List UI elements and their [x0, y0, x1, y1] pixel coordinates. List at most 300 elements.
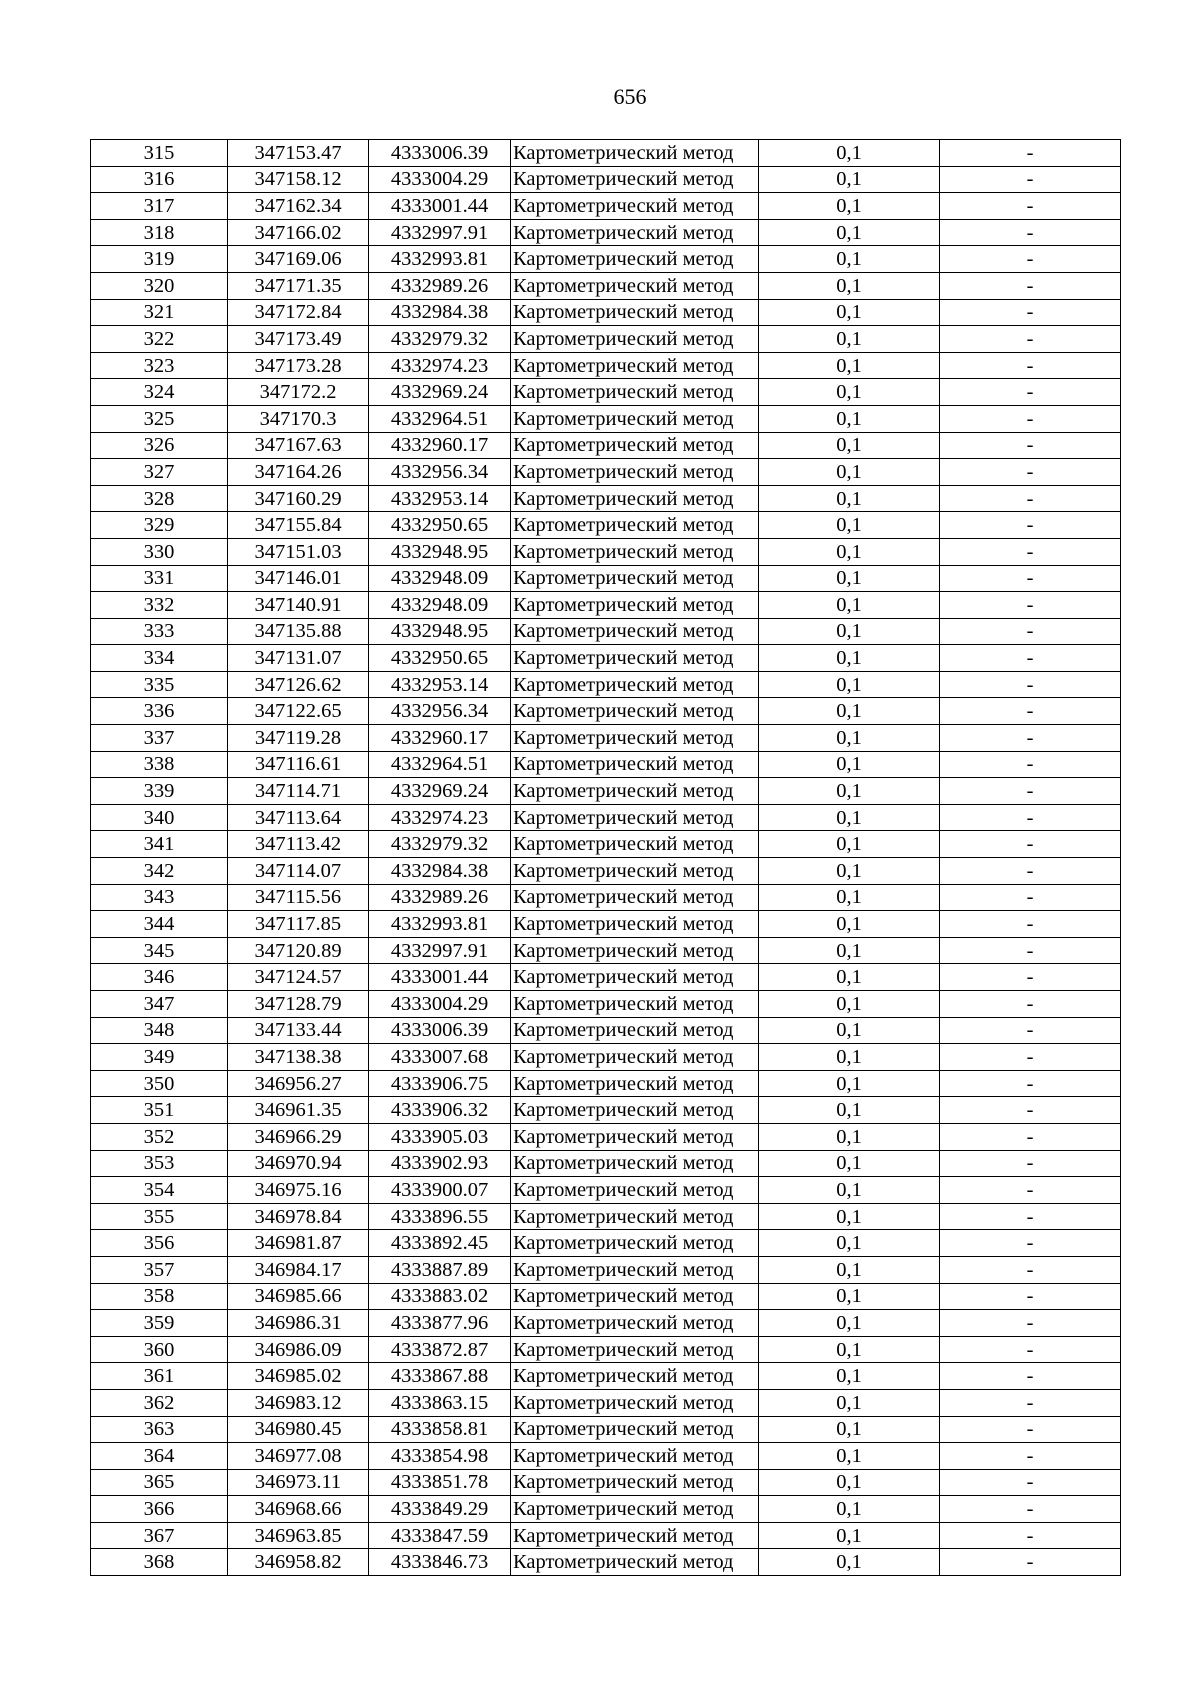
note-cell: -: [940, 725, 1121, 752]
accuracy-cell: 0,1: [759, 1123, 940, 1150]
y-coordinate-cell: 4332974.23: [369, 804, 511, 831]
table-row: [91, 1389, 1121, 1416]
accuracy-cell: 0,1: [759, 592, 940, 619]
x-coordinate-cell: 347172.2: [228, 379, 369, 406]
table-row: [91, 272, 1121, 299]
table-row: [91, 671, 1121, 698]
note-cell: -: [940, 911, 1121, 938]
method-cell: Картометрический метод: [511, 1150, 759, 1177]
x-coordinate-cell: 347170.3: [228, 405, 369, 432]
method-cell: Картометрический метод: [511, 671, 759, 698]
x-coordinate-cell: 347131.07: [228, 645, 369, 672]
table-row: [91, 1549, 1121, 1576]
method-cell: Картометрический метод: [511, 140, 759, 167]
note-cell: -: [940, 1150, 1121, 1177]
point-number-cell: 361: [91, 1363, 228, 1390]
note-cell: -: [940, 485, 1121, 512]
note-cell: -: [940, 884, 1121, 911]
y-coordinate-cell: 4332989.26: [369, 272, 511, 299]
point-number-cell: 322: [91, 326, 228, 353]
y-coordinate-cell: 4333004.29: [369, 166, 511, 193]
x-coordinate-cell: 346985.66: [228, 1283, 369, 1310]
accuracy-cell: 0,1: [759, 831, 940, 858]
x-coordinate-cell: 347128.79: [228, 991, 369, 1018]
method-cell: Картометрический метод: [511, 326, 759, 353]
x-coordinate-cell: 346977.08: [228, 1443, 369, 1470]
y-coordinate-cell: 4333896.55: [369, 1203, 511, 1230]
x-coordinate-cell: 346986.09: [228, 1336, 369, 1363]
y-coordinate-cell: 4332984.38: [369, 299, 511, 326]
note-cell: -: [940, 671, 1121, 698]
note-cell: -: [940, 1416, 1121, 1443]
table-row: [91, 140, 1121, 167]
method-cell: Картометрический метод: [511, 166, 759, 193]
method-cell: Картометрический метод: [511, 485, 759, 512]
method-cell: Картометрический метод: [511, 405, 759, 432]
point-number-cell: 318: [91, 219, 228, 246]
note-cell: -: [940, 1070, 1121, 1097]
point-number-cell: 337: [91, 725, 228, 752]
method-cell: Картометрический метод: [511, 1044, 759, 1071]
note-cell: -: [940, 964, 1121, 991]
x-coordinate-cell: 346961.35: [228, 1097, 369, 1124]
accuracy-cell: 0,1: [759, 1522, 940, 1549]
y-coordinate-cell: 4332948.09: [369, 592, 511, 619]
point-number-cell: 358: [91, 1283, 228, 1310]
y-coordinate-cell: 4332953.14: [369, 671, 511, 698]
accuracy-cell: 0,1: [759, 698, 940, 725]
note-cell: -: [940, 352, 1121, 379]
point-number-cell: 345: [91, 937, 228, 964]
accuracy-cell: 0,1: [759, 1469, 940, 1496]
accuracy-cell: 0,1: [759, 1177, 940, 1204]
accuracy-cell: 0,1: [759, 166, 940, 193]
x-coordinate-cell: 347114.71: [228, 778, 369, 805]
point-number-cell: 336: [91, 698, 228, 725]
accuracy-cell: 0,1: [759, 804, 940, 831]
accuracy-cell: 0,1: [759, 991, 940, 1018]
point-number-cell: 327: [91, 459, 228, 486]
y-coordinate-cell: 4332950.65: [369, 512, 511, 539]
x-coordinate-cell: 346981.87: [228, 1230, 369, 1257]
table-row: [91, 937, 1121, 964]
point-number-cell: 338: [91, 751, 228, 778]
table-row: [91, 166, 1121, 193]
method-cell: Картометрический метод: [511, 272, 759, 299]
x-coordinate-cell: 347122.65: [228, 698, 369, 725]
y-coordinate-cell: 4332956.34: [369, 698, 511, 725]
note-cell: -: [940, 1363, 1121, 1390]
accuracy-cell: 0,1: [759, 272, 940, 299]
y-coordinate-cell: 4333847.59: [369, 1522, 511, 1549]
y-coordinate-cell: 4332974.23: [369, 352, 511, 379]
x-coordinate-cell: 347164.26: [228, 459, 369, 486]
page-number: 656: [613, 84, 647, 109]
accuracy-cell: 0,1: [759, 1203, 940, 1230]
y-coordinate-cell: 4333867.88: [369, 1363, 511, 1390]
table-row: [91, 193, 1121, 220]
note-cell: -: [940, 1044, 1121, 1071]
accuracy-cell: 0,1: [759, 884, 940, 911]
note-cell: -: [940, 751, 1121, 778]
note-cell: -: [940, 1017, 1121, 1044]
method-cell: Картометрический метод: [511, 831, 759, 858]
y-coordinate-cell: 4333872.87: [369, 1336, 511, 1363]
note-cell: -: [940, 1230, 1121, 1257]
x-coordinate-cell: 346985.02: [228, 1363, 369, 1390]
accuracy-cell: 0,1: [759, 299, 940, 326]
y-coordinate-cell: 4332964.51: [369, 405, 511, 432]
method-cell: Картометрический метод: [511, 804, 759, 831]
accuracy-cell: 0,1: [759, 193, 940, 220]
point-number-cell: 332: [91, 592, 228, 619]
accuracy-cell: 0,1: [759, 512, 940, 539]
y-coordinate-cell: 4333001.44: [369, 193, 511, 220]
accuracy-cell: 0,1: [759, 459, 940, 486]
method-cell: Картометрический метод: [511, 379, 759, 406]
method-cell: Картометрический метод: [511, 1443, 759, 1470]
method-cell: Картометрический метод: [511, 1363, 759, 1390]
x-coordinate-cell: 347116.61: [228, 751, 369, 778]
note-cell: -: [940, 193, 1121, 220]
table-row: [91, 592, 1121, 619]
method-cell: Картометрический метод: [511, 538, 759, 565]
x-coordinate-cell: 347171.35: [228, 272, 369, 299]
x-coordinate-cell: 347173.49: [228, 326, 369, 353]
note-cell: -: [940, 1283, 1121, 1310]
point-number-cell: 343: [91, 884, 228, 911]
y-coordinate-cell: 4333851.78: [369, 1469, 511, 1496]
table-row: [91, 1336, 1121, 1363]
method-cell: Картометрический метод: [511, 592, 759, 619]
method-cell: Картометрический метод: [511, 246, 759, 273]
x-coordinate-cell: 346975.16: [228, 1177, 369, 1204]
x-coordinate-cell: 346958.82: [228, 1549, 369, 1576]
accuracy-cell: 0,1: [759, 778, 940, 805]
accuracy-cell: 0,1: [759, 1443, 940, 1470]
table-row: [91, 326, 1121, 353]
note-cell: -: [940, 299, 1121, 326]
accuracy-cell: 0,1: [759, 1336, 940, 1363]
accuracy-cell: 0,1: [759, 858, 940, 885]
x-coordinate-cell: 347113.42: [228, 831, 369, 858]
accuracy-cell: 0,1: [759, 671, 940, 698]
note-cell: -: [940, 166, 1121, 193]
note-cell: -: [940, 1123, 1121, 1150]
note-cell: -: [940, 937, 1121, 964]
point-number-cell: 316: [91, 166, 228, 193]
table-row: [91, 1310, 1121, 1337]
y-coordinate-cell: 4332997.91: [369, 937, 511, 964]
point-number-cell: 325: [91, 405, 228, 432]
y-coordinate-cell: 4333006.39: [369, 1017, 511, 1044]
method-cell: Картометрический метод: [511, 459, 759, 486]
method-cell: Картометрический метод: [511, 1017, 759, 1044]
accuracy-cell: 0,1: [759, 618, 940, 645]
point-number-cell: 324: [91, 379, 228, 406]
accuracy-cell: 0,1: [759, 405, 940, 432]
table-row: [91, 991, 1121, 1018]
method-cell: Картометрический метод: [511, 219, 759, 246]
y-coordinate-cell: 4333905.03: [369, 1123, 511, 1150]
point-number-cell: 362: [91, 1389, 228, 1416]
method-cell: Картометрический метод: [511, 1549, 759, 1576]
note-cell: -: [940, 831, 1121, 858]
y-coordinate-cell: 4332956.34: [369, 459, 511, 486]
table-row: [91, 512, 1121, 539]
table-row: [91, 1150, 1121, 1177]
accuracy-cell: 0,1: [759, 379, 940, 406]
accuracy-cell: 0,1: [759, 1389, 940, 1416]
method-cell: Картометрический метод: [511, 1230, 759, 1257]
note-cell: -: [940, 1203, 1121, 1230]
method-cell: Картометрический метод: [511, 1416, 759, 1443]
x-coordinate-cell: 346968.66: [228, 1496, 369, 1523]
y-coordinate-cell: 4332984.38: [369, 858, 511, 885]
note-cell: -: [940, 1496, 1121, 1523]
point-number-cell: 329: [91, 512, 228, 539]
accuracy-cell: 0,1: [759, 538, 940, 565]
point-number-cell: 331: [91, 565, 228, 592]
method-cell: Картометрический метод: [511, 299, 759, 326]
table-row: [91, 1044, 1121, 1071]
x-coordinate-cell: 346963.85: [228, 1522, 369, 1549]
accuracy-cell: 0,1: [759, 219, 940, 246]
y-coordinate-cell: 4332950.65: [369, 645, 511, 672]
method-cell: Картометрический метод: [511, 1123, 759, 1150]
note-cell: -: [940, 1177, 1121, 1204]
y-coordinate-cell: 4332997.91: [369, 219, 511, 246]
method-cell: Картометрический метод: [511, 512, 759, 539]
point-number-cell: 328: [91, 485, 228, 512]
y-coordinate-cell: 4333906.32: [369, 1097, 511, 1124]
table-row: [91, 485, 1121, 512]
y-coordinate-cell: 4332948.09: [369, 565, 511, 592]
accuracy-cell: 0,1: [759, 1363, 940, 1390]
accuracy-cell: 0,1: [759, 645, 940, 672]
point-number-cell: 348: [91, 1017, 228, 1044]
x-coordinate-cell: 347138.38: [228, 1044, 369, 1071]
table-row: [91, 725, 1121, 752]
method-cell: Картометрический метод: [511, 1256, 759, 1283]
x-coordinate-cell: 347117.85: [228, 911, 369, 938]
point-number-cell: 320: [91, 272, 228, 299]
note-cell: -: [940, 1389, 1121, 1416]
note-cell: -: [940, 1336, 1121, 1363]
note-cell: -: [940, 379, 1121, 406]
accuracy-cell: 0,1: [759, 1496, 940, 1523]
y-coordinate-cell: 4332969.24: [369, 778, 511, 805]
table-row: [91, 1522, 1121, 1549]
note-cell: -: [940, 565, 1121, 592]
y-coordinate-cell: 4332979.32: [369, 831, 511, 858]
y-coordinate-cell: 4333892.45: [369, 1230, 511, 1257]
y-coordinate-cell: 4332993.81: [369, 911, 511, 938]
method-cell: Картометрический метод: [511, 352, 759, 379]
y-coordinate-cell: 4332993.81: [369, 246, 511, 273]
x-coordinate-cell: 347120.89: [228, 937, 369, 964]
accuracy-cell: 0,1: [759, 1044, 940, 1071]
table-row: [91, 299, 1121, 326]
method-cell: Картометрический метод: [511, 991, 759, 1018]
y-coordinate-cell: 4333863.15: [369, 1389, 511, 1416]
table-row: [91, 405, 1121, 432]
table-row: [91, 538, 1121, 565]
note-cell: -: [940, 645, 1121, 672]
table-row: [91, 1017, 1121, 1044]
note-cell: -: [940, 405, 1121, 432]
x-coordinate-cell: 347115.56: [228, 884, 369, 911]
x-coordinate-cell: 347158.12: [228, 166, 369, 193]
note-cell: -: [940, 432, 1121, 459]
point-number-cell: 317: [91, 193, 228, 220]
table-row: [91, 1203, 1121, 1230]
note-cell: -: [940, 991, 1121, 1018]
accuracy-cell: 0,1: [759, 246, 940, 273]
accuracy-cell: 0,1: [759, 1310, 940, 1337]
note-cell: -: [940, 1097, 1121, 1124]
point-number-cell: 364: [91, 1443, 228, 1470]
x-coordinate-cell: 346984.17: [228, 1256, 369, 1283]
x-coordinate-cell: 347160.29: [228, 485, 369, 512]
point-number-cell: 353: [91, 1150, 228, 1177]
table-row: [91, 911, 1121, 938]
y-coordinate-cell: 4333906.75: [369, 1070, 511, 1097]
table-row: [91, 778, 1121, 805]
y-coordinate-cell: 4333849.29: [369, 1496, 511, 1523]
y-coordinate-cell: 4333006.39: [369, 140, 511, 167]
y-coordinate-cell: 4333001.44: [369, 964, 511, 991]
point-number-cell: 365: [91, 1469, 228, 1496]
x-coordinate-cell: 346970.94: [228, 1150, 369, 1177]
table-row: [91, 858, 1121, 885]
method-cell: Картометрический метод: [511, 884, 759, 911]
note-cell: -: [940, 538, 1121, 565]
accuracy-cell: 0,1: [759, 1256, 940, 1283]
y-coordinate-cell: 4332989.26: [369, 884, 511, 911]
note-cell: -: [940, 1256, 1121, 1283]
table-row: [91, 964, 1121, 991]
y-coordinate-cell: 4333877.96: [369, 1310, 511, 1337]
x-coordinate-cell: 347166.02: [228, 219, 369, 246]
accuracy-cell: 0,1: [759, 725, 940, 752]
y-coordinate-cell: 4333854.98: [369, 1443, 511, 1470]
y-coordinate-cell: 4333004.29: [369, 991, 511, 1018]
point-number-cell: 315: [91, 140, 228, 167]
table-row: [91, 618, 1121, 645]
table-row: [91, 645, 1121, 672]
note-cell: -: [940, 778, 1121, 805]
accuracy-cell: 0,1: [759, 1416, 940, 1443]
table-row: [91, 1256, 1121, 1283]
accuracy-cell: 0,1: [759, 751, 940, 778]
point-number-cell: 350: [91, 1070, 228, 1097]
point-number-cell: 356: [91, 1230, 228, 1257]
note-cell: -: [940, 140, 1121, 167]
table-row: [91, 1416, 1121, 1443]
table-row: [91, 831, 1121, 858]
accuracy-cell: 0,1: [759, 1017, 940, 1044]
point-number-cell: 319: [91, 246, 228, 273]
note-cell: -: [940, 1443, 1121, 1470]
accuracy-cell: 0,1: [759, 1150, 940, 1177]
method-cell: Картометрический метод: [511, 725, 759, 752]
table-row: [91, 1177, 1121, 1204]
method-cell: Картометрический метод: [511, 1336, 759, 1363]
table-row: [91, 751, 1121, 778]
x-coordinate-cell: 347162.34: [228, 193, 369, 220]
x-coordinate-cell: 347172.84: [228, 299, 369, 326]
method-cell: Картометрический метод: [511, 1310, 759, 1337]
x-coordinate-cell: 347114.07: [228, 858, 369, 885]
y-coordinate-cell: 4332964.51: [369, 751, 511, 778]
accuracy-cell: 0,1: [759, 485, 940, 512]
note-cell: -: [940, 459, 1121, 486]
y-coordinate-cell: 4333900.07: [369, 1177, 511, 1204]
method-cell: Картометрический метод: [511, 1283, 759, 1310]
accuracy-cell: 0,1: [759, 352, 940, 379]
y-coordinate-cell: 4332979.32: [369, 326, 511, 353]
table-row: [91, 1097, 1121, 1124]
table-row: [91, 698, 1121, 725]
point-number-cell: 351: [91, 1097, 228, 1124]
table-row: [91, 1230, 1121, 1257]
method-cell: Картометрический метод: [511, 1496, 759, 1523]
x-coordinate-cell: 347153.47: [228, 140, 369, 167]
x-coordinate-cell: 346966.29: [228, 1123, 369, 1150]
y-coordinate-cell: 4332948.95: [369, 618, 511, 645]
note-cell: -: [940, 1469, 1121, 1496]
method-cell: Картометрический метод: [511, 565, 759, 592]
point-number-cell: 367: [91, 1522, 228, 1549]
point-number-cell: 335: [91, 671, 228, 698]
method-cell: Картометрический метод: [511, 751, 759, 778]
note-cell: -: [940, 1549, 1121, 1576]
point-number-cell: 352: [91, 1123, 228, 1150]
table-row: [91, 352, 1121, 379]
table-row: [91, 246, 1121, 273]
point-number-cell: 323: [91, 352, 228, 379]
accuracy-cell: 0,1: [759, 326, 940, 353]
point-number-cell: 359: [91, 1310, 228, 1337]
point-number-cell: 339: [91, 778, 228, 805]
point-number-cell: 366: [91, 1496, 228, 1523]
x-coordinate-cell: 347169.06: [228, 246, 369, 273]
y-coordinate-cell: 4333007.68: [369, 1044, 511, 1071]
x-coordinate-cell: 347119.28: [228, 725, 369, 752]
coordinates-table-body: [91, 140, 1121, 1576]
accuracy-cell: 0,1: [759, 964, 940, 991]
method-cell: Картометрический метод: [511, 911, 759, 938]
table-row: [91, 1123, 1121, 1150]
point-number-cell: 368: [91, 1549, 228, 1576]
point-number-cell: 342: [91, 858, 228, 885]
point-number-cell: 349: [91, 1044, 228, 1071]
y-coordinate-cell: 4332969.24: [369, 379, 511, 406]
method-cell: Картометрический метод: [511, 1203, 759, 1230]
method-cell: Картометрический метод: [511, 1070, 759, 1097]
table-row: [91, 1363, 1121, 1390]
point-number-cell: 363: [91, 1416, 228, 1443]
y-coordinate-cell: 4333858.81: [369, 1416, 511, 1443]
accuracy-cell: 0,1: [759, 1097, 940, 1124]
x-coordinate-cell: 346978.84: [228, 1203, 369, 1230]
note-cell: -: [940, 858, 1121, 885]
table-row: [91, 1469, 1121, 1496]
x-coordinate-cell: 346956.27: [228, 1070, 369, 1097]
method-cell: Картометрический метод: [511, 1522, 759, 1549]
accuracy-cell: 0,1: [759, 140, 940, 167]
